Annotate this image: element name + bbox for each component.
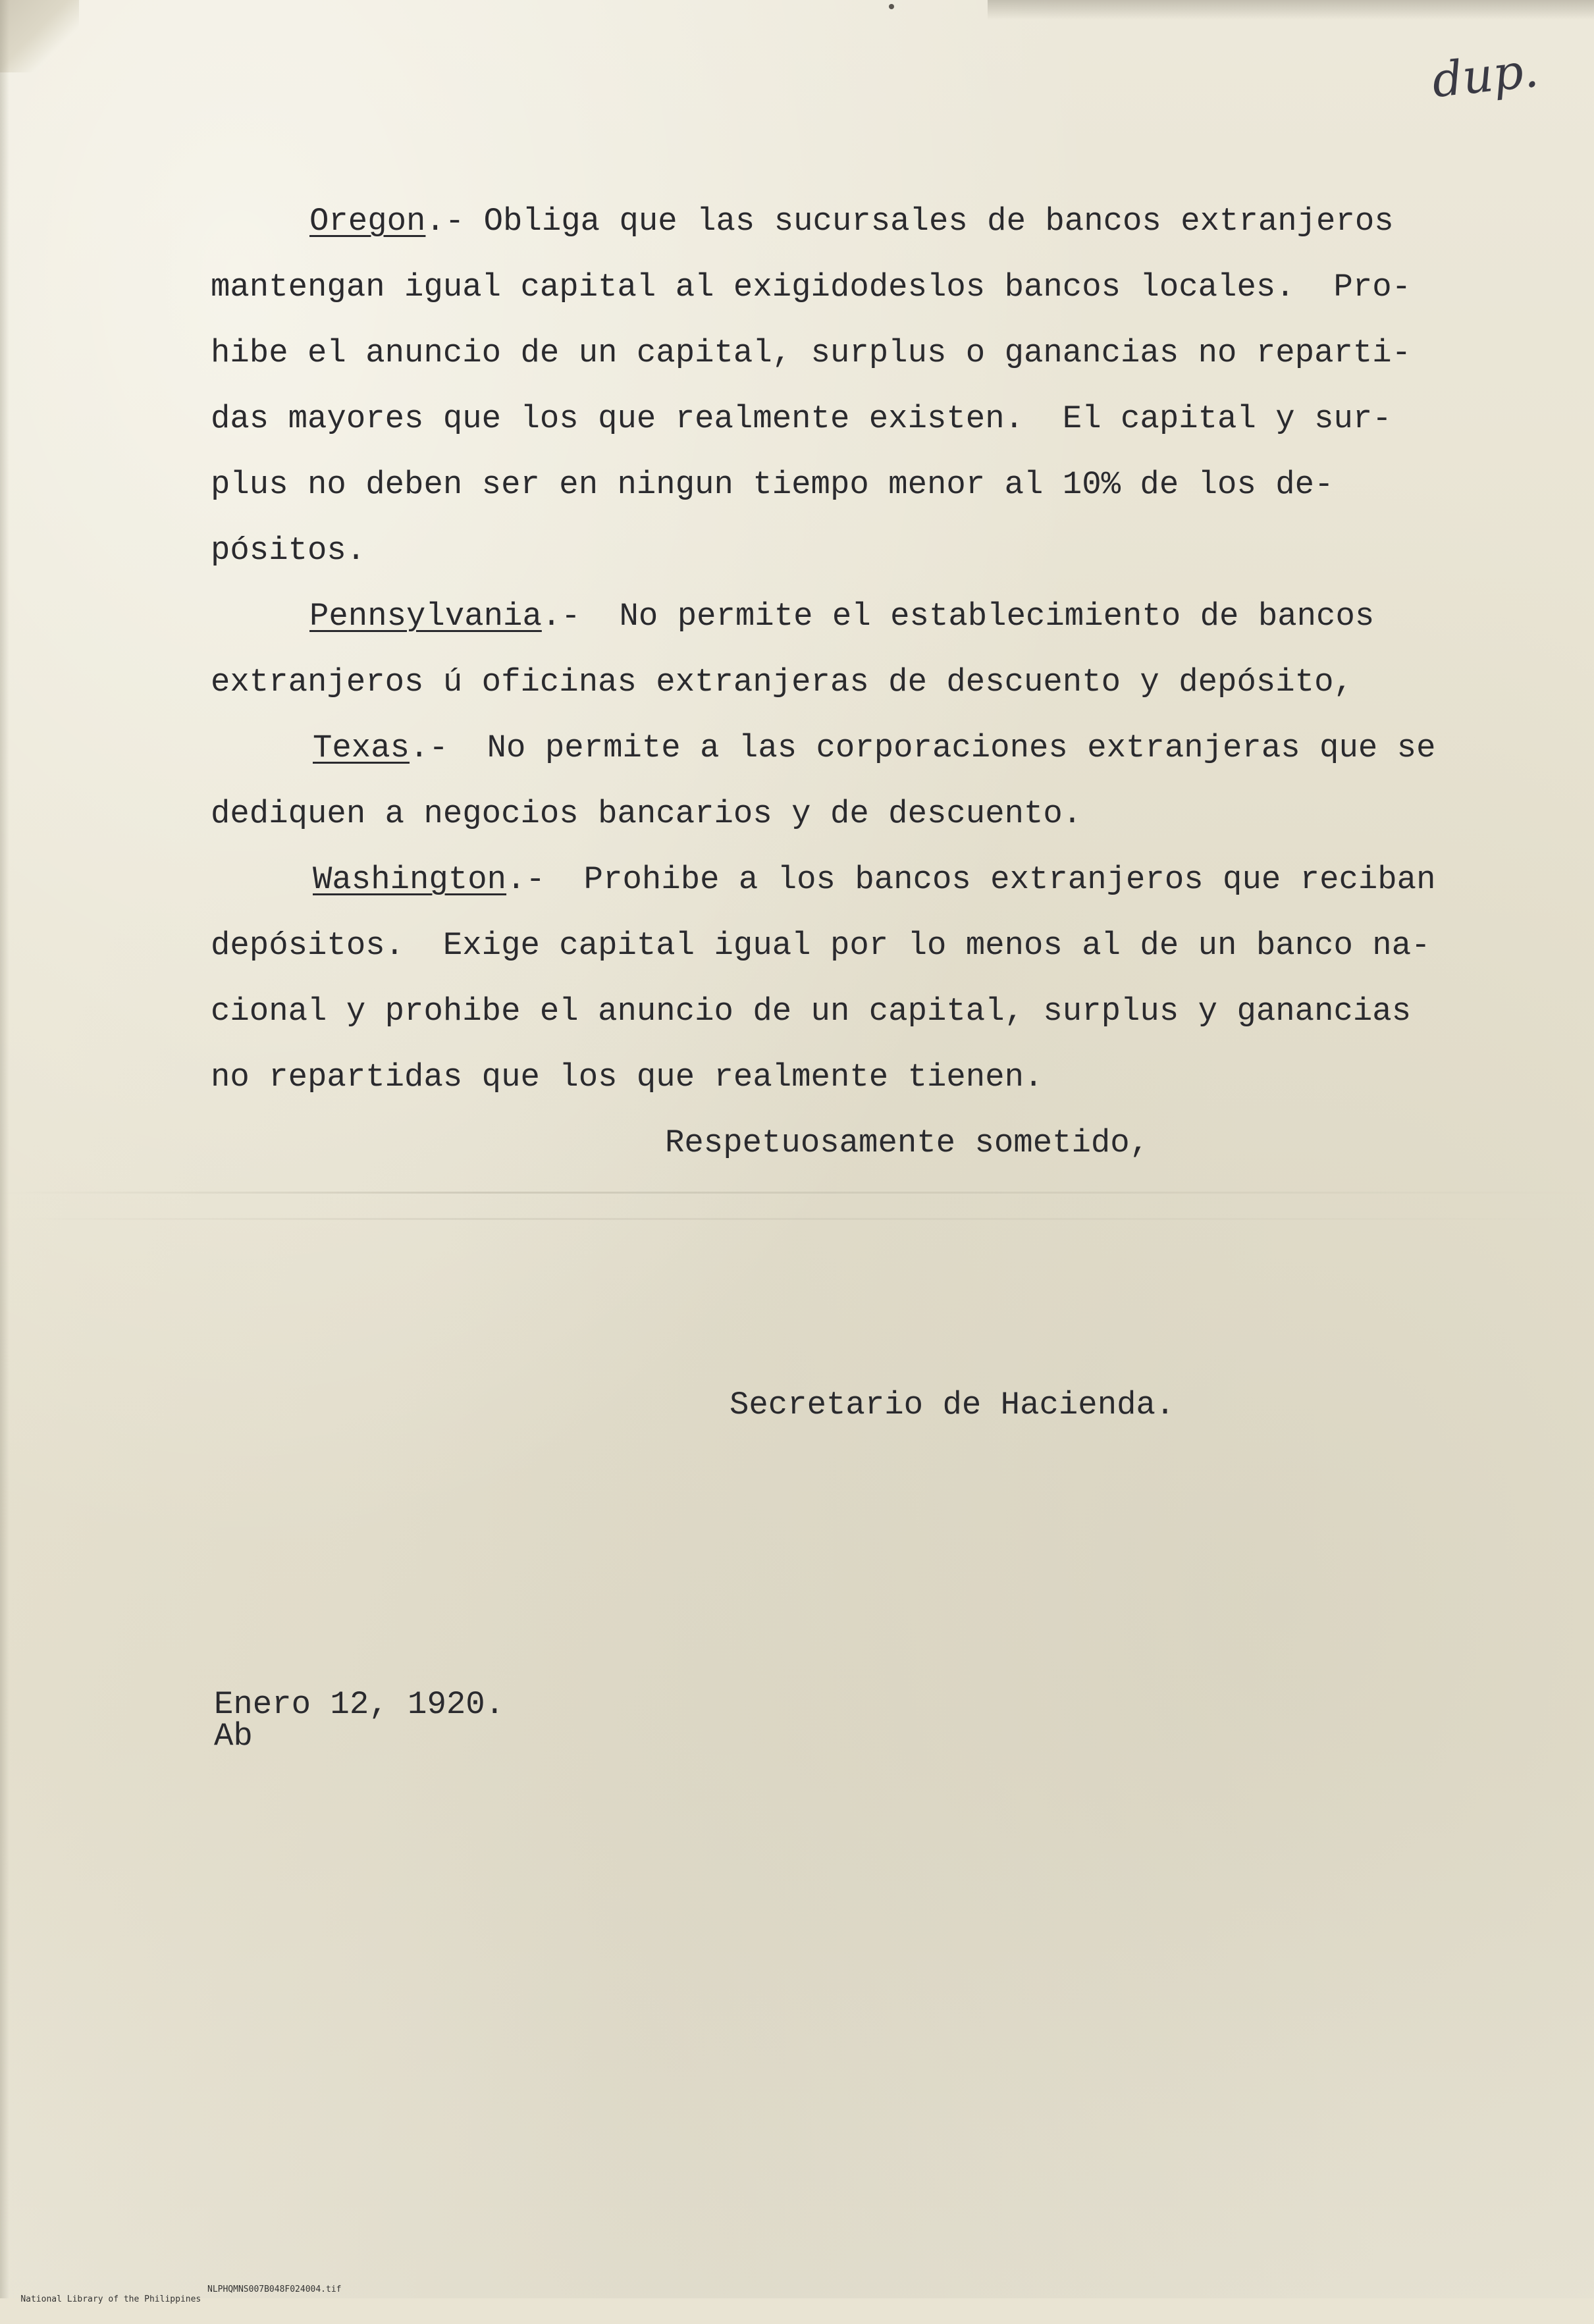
paper-top-shadow	[988, 0, 1594, 20]
washington-line-3: cional y prohibe el anuncio de un capital, surplus y ganancias	[211, 993, 1412, 1030]
oregon-line-2: mantengan igual capital al exigidodeslos bancos locales. Pro-	[211, 269, 1412, 305]
paper-crease	[0, 1218, 1594, 1220]
oregon-line-3: hibe el anuncio de un capital, surplus o ganancias no reparti-	[211, 334, 1412, 371]
typist-initials: Ab	[214, 1718, 253, 1755]
washington-line-2: depósitos. Exige capital igual por lo menos al de un banco na-	[211, 927, 1431, 964]
texas-heading: Texas	[313, 729, 410, 766]
scan-footer	[0, 2284, 342, 2324]
pennsylvania-line-2: extranjeros ú oficinas extranjeras de descuento y depósito,	[211, 664, 1353, 700]
washington-line-1	[313, 861, 1436, 898]
washington-line-4: no repartidas que los que realmente tienen.	[211, 1059, 1044, 1096]
texas-line-1-text: .- No permite a las corporaciones extranjeras que se	[410, 729, 1436, 766]
closing-text: Respetuosamente sometido,	[665, 1124, 1150, 1161]
oregon-line-1-text: .- Obliga que las sucursales de bancos extranjeros	[425, 203, 1394, 240]
texas-line-1	[313, 729, 1436, 766]
paper-corner-fold	[0, 0, 79, 72]
washington-heading: Washington	[313, 861, 507, 898]
handwritten-annotation: dup.	[1429, 41, 1541, 109]
oregon-heading: Oregon	[309, 203, 426, 240]
washington-line-1-text: .- Prohibe a los bancos extranjeros que reciban	[506, 861, 1436, 898]
oregon-line-5: plus no deben ser en ningun tiempo menor al 10% de los de-	[211, 466, 1334, 503]
pennsylvania-line-1-text: .- No permite el establecimiento de bancos	[541, 598, 1375, 635]
paper-left-edge	[0, 0, 9, 2298]
ink-speck	[889, 4, 894, 9]
pennsylvania-heading: Pennsylvania	[309, 598, 542, 635]
document-date: Enero 12, 1920.	[214, 1686, 505, 1723]
footer-library: National Library of the Philippines	[20, 2294, 201, 2304]
oregon-line-1	[309, 205, 1394, 238]
signature-title: Secretario de Hacienda.	[730, 1386, 1175, 1423]
oregon-line-4: das mayores que los que realmente existen. El capital y sur-	[211, 400, 1392, 437]
pennsylvania-line-1	[309, 600, 1374, 633]
oregon-line-6: pósitos.	[211, 532, 366, 569]
footer-file-id: NLPHQMNS007B048F024004.tif	[207, 2284, 342, 2294]
paper-crease	[0, 1192, 1594, 1194]
texas-line-2: dediquen a negocios bancarios y de descuento.	[211, 795, 1082, 832]
